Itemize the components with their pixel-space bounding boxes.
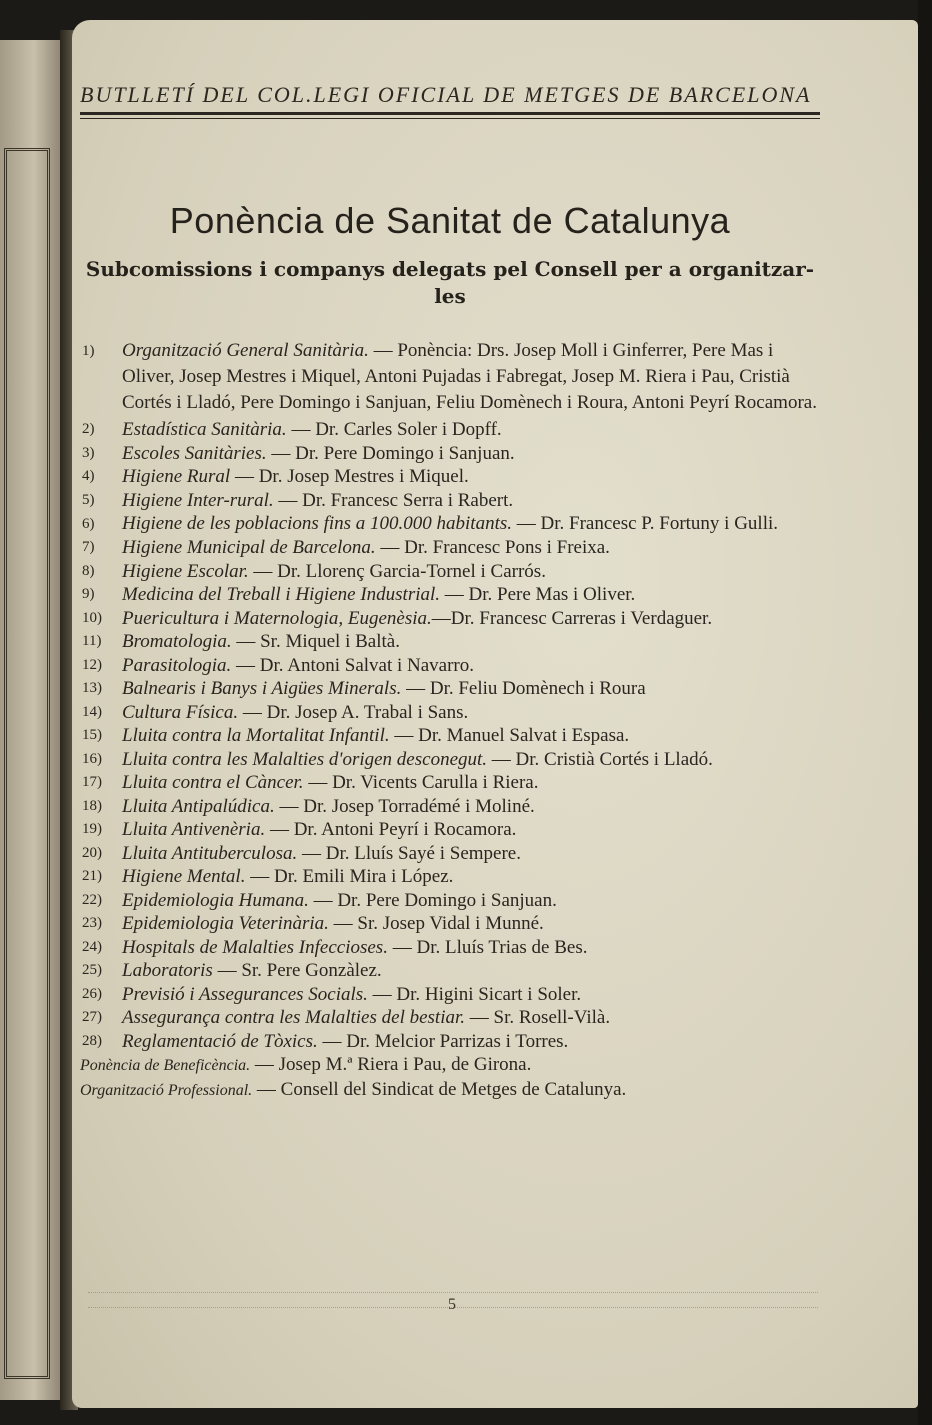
page-subtitle: Subcomissions i companys delegats pel Consell per a organitzar-les bbox=[85, 257, 815, 308]
item-delegates: — Dr. Vicents Carulla i Riera. bbox=[303, 772, 539, 793]
item-topic: Escoles Sanitàries. bbox=[122, 442, 267, 464]
list-item bbox=[80, 1030, 825, 1054]
item-number: 6) bbox=[82, 516, 95, 532]
item-topic: Cultura Física. bbox=[122, 701, 239, 723]
list-item bbox=[80, 536, 825, 560]
item-delegates: — Dr. Antoni Peyrí i Rocamora. bbox=[265, 819, 517, 840]
item-number: 25) bbox=[82, 962, 102, 978]
item-number: 19) bbox=[82, 821, 102, 837]
list-item bbox=[80, 818, 825, 842]
item-topic: Higiene Mental. bbox=[122, 866, 246, 887]
item-delegates: — Dr. Emili Mira i López. bbox=[245, 866, 454, 887]
item-delegates: — Dr. Feliu Domènech i Roura bbox=[401, 678, 646, 699]
item-number: 14) bbox=[82, 703, 102, 720]
item-topic: Higiene Rural bbox=[122, 466, 231, 487]
list-item bbox=[80, 583, 825, 607]
item-delegates: — Dr. Pere Domingo i Sanjuan. bbox=[266, 442, 515, 464]
item-number: 12) bbox=[82, 656, 102, 673]
header-rule-thin bbox=[80, 118, 820, 119]
item-delegates: — Dr. Francesc P. Fortuny i Gulli. bbox=[512, 513, 779, 534]
item-delegates: — Sr. Miquel i Baltà. bbox=[231, 631, 400, 652]
header-rule-thick bbox=[80, 112, 820, 115]
list-item bbox=[80, 607, 825, 631]
item-number: 24) bbox=[82, 938, 102, 955]
item-topic: Puericultura i Maternologia, Eugenèsia. bbox=[122, 607, 432, 629]
item-delegates: — Dr. Josep A. Trabal i Sans. bbox=[238, 701, 469, 723]
list-item bbox=[80, 465, 825, 489]
item-number: 10) bbox=[82, 609, 102, 626]
item-delegates: — Dr. Francesc Pons i Freixa. bbox=[375, 537, 610, 558]
item-number: 17) bbox=[82, 774, 102, 790]
list-item bbox=[80, 677, 825, 701]
list-item bbox=[80, 1006, 825, 1030]
left-page-edge bbox=[0, 40, 62, 1400]
item-delegates: — Dr. Melcior Parrizas i Torres. bbox=[317, 1030, 569, 1052]
item-number: 16) bbox=[82, 750, 102, 767]
list-item bbox=[80, 936, 825, 960]
item-number: 20) bbox=[82, 844, 102, 861]
list-item bbox=[80, 654, 825, 678]
item-number: 21) bbox=[82, 868, 102, 884]
item-number: 26) bbox=[82, 985, 102, 1002]
item-topic: Assegurança contra les Malalties del bestiar. bbox=[122, 1007, 466, 1028]
item-delegates: — Dr. Josep Mestres i Miquel. bbox=[230, 466, 469, 487]
item-number: 7) bbox=[82, 539, 95, 555]
item-topic: Lluita contra la Mortalitat Infantil. bbox=[122, 725, 390, 746]
subcommission-list bbox=[80, 338, 825, 1102]
item-delegates: — Sr. Josep Vidal i Munné. bbox=[328, 913, 544, 934]
item-delegates: — Dr. Antoni Salvat i Navarro. bbox=[231, 654, 475, 676]
list-item bbox=[80, 512, 825, 536]
item-topic: Organització General Sanitària. bbox=[122, 340, 369, 361]
item-number: 9) bbox=[82, 586, 95, 602]
item-delegates: — Josep M.ª Riera i Pau, de Girona. bbox=[250, 1054, 532, 1075]
item-number: 13) bbox=[82, 680, 102, 696]
list-item-extra bbox=[80, 1078, 825, 1103]
item-topic: Estadística Sanitària. bbox=[122, 419, 287, 440]
item-topic: Epidemiologia Veterinària. bbox=[122, 913, 329, 934]
item-number: 5) bbox=[82, 491, 95, 508]
item-topic: Higiene Escolar. bbox=[122, 560, 249, 582]
item-topic: Lluita Antivenèria. bbox=[122, 819, 266, 840]
list-item bbox=[80, 795, 825, 819]
item-number: 15) bbox=[82, 727, 102, 743]
item-delegates: — Dr. Manuel Salvat i Espasa. bbox=[389, 725, 630, 746]
item-topic: Laboratoris bbox=[122, 960, 213, 981]
item-topic: Lluita contra el Càncer. bbox=[122, 772, 304, 793]
item-delegates: — Dr. Josep Torradémé i Moliné. bbox=[274, 795, 535, 817]
item-number: 23) bbox=[82, 915, 102, 931]
item-number: 1) bbox=[82, 343, 95, 359]
item-topic: Balnearis i Banys i Aigües Minerals. bbox=[122, 678, 402, 699]
item-number: 28) bbox=[82, 1032, 102, 1049]
list-item bbox=[80, 560, 825, 584]
item-number: 3) bbox=[82, 444, 95, 461]
page-title: Ponència de Sanitat de Catalunya bbox=[169, 200, 731, 241]
item-number: 4) bbox=[82, 468, 95, 484]
item-number: 11) bbox=[82, 633, 102, 649]
item-topic: Higiene de les poblacions fins a 100.000 habitants. bbox=[122, 513, 513, 534]
item-delegates: — Dr. Cristià Cortés i Lladó. bbox=[487, 748, 713, 770]
item-topic: Lluita contra les Malalties d'origen desconegut. bbox=[122, 748, 488, 770]
item-number: 27) bbox=[82, 1009, 102, 1025]
running-header: BUTLLETÍ DEL COL.LEGI OFICIAL DE METGES DE BARCELONA bbox=[80, 82, 812, 107]
list-item-extra bbox=[80, 1053, 825, 1078]
item-delegates: — Dr. Lluís Sayé i Sempere. bbox=[297, 842, 521, 864]
left-page-border-ornament bbox=[4, 148, 50, 1379]
item-number: 22) bbox=[82, 891, 102, 908]
item-number: 2) bbox=[82, 421, 95, 437]
item-topic: Previsió i Assegurances Socials. bbox=[122, 983, 368, 1005]
item-delegates: — Sr. Pere Gonzàlez. bbox=[212, 960, 382, 981]
item-topic: Lluita Antituberculosa. bbox=[122, 842, 298, 864]
list-item bbox=[80, 418, 825, 442]
item-delegates: — Sr. Rosell-Vilà. bbox=[465, 1007, 611, 1028]
item-topic: Higiene Inter-rural. bbox=[122, 489, 274, 511]
item-delegates: —Dr. Francesc Carreras i Verdaguer. bbox=[431, 607, 713, 629]
item-topic: Ponència de Beneficència. bbox=[80, 1057, 251, 1074]
item-topic: Lluita Antipalúdica. bbox=[122, 795, 275, 817]
list-item bbox=[80, 771, 825, 795]
list-item bbox=[80, 630, 825, 654]
item-delegates: — Dr. Pere Domingo i Sanjuan. bbox=[308, 889, 557, 911]
item-number: 8) bbox=[82, 562, 95, 579]
list-item bbox=[80, 983, 825, 1007]
item-topic: Medicina del Treball i Higiene Industrial. bbox=[122, 584, 441, 605]
list-item bbox=[80, 865, 825, 889]
list-item bbox=[80, 842, 825, 866]
item-topic: Epidemiologia Humana. bbox=[122, 889, 309, 911]
list-item bbox=[80, 959, 825, 983]
item-topic: Hospitals de Malalties Infeccioses. bbox=[122, 936, 388, 958]
list-item bbox=[80, 912, 825, 936]
item-topic: Organització Professional. bbox=[80, 1081, 253, 1099]
right-edge-shadow bbox=[918, 0, 932, 1425]
item-delegates: — Dr. Pere Mas i Oliver. bbox=[440, 584, 636, 605]
item-delegates: — Dr. Lluís Trias de Bes. bbox=[387, 936, 588, 958]
item-delegates: — Dr. Higini Sicart i Soler. bbox=[367, 983, 582, 1005]
list-item bbox=[80, 442, 825, 466]
list-item bbox=[80, 489, 825, 513]
item-delegates: — Dr. Carles Soler i Dopff. bbox=[286, 419, 502, 440]
item-number: 18) bbox=[82, 797, 102, 814]
item-delegates: — Dr. Llorenç Garcia-Tornel i Carrós. bbox=[248, 560, 546, 582]
item-delegates: — Dr. Francesc Serra i Rabert. bbox=[273, 489, 514, 511]
list-item bbox=[80, 748, 825, 772]
item-topic: Higiene Municipal de Barcelona. bbox=[122, 537, 376, 558]
item-delegates: — Consell del Sindicat de Metges de Catalunya. bbox=[252, 1078, 627, 1100]
list-item bbox=[80, 889, 825, 913]
list-item bbox=[80, 338, 825, 416]
list-item bbox=[80, 701, 825, 725]
list-item bbox=[80, 724, 825, 748]
item-topic: Parasitologia. bbox=[122, 654, 232, 676]
page-number: 5 bbox=[448, 1296, 456, 1313]
item-delegates: — Ponència: Drs. Josep Moll i Ginferrer, Pere Mas i Oliver, Josep Mestres i Miquel, Antoni Pujadas i Fabregat, Josep M. Riera i Pau, Cristià Cortés i Lladó, Pere Domingo i Sanjuan, Feliu Domènech i Roura, Antoni Peyrí Rocamora. bbox=[122, 340, 817, 413]
item-topic: Reglamentació de Tòxics. bbox=[122, 1030, 318, 1052]
item-topic: Bromatologia. bbox=[122, 631, 232, 652]
